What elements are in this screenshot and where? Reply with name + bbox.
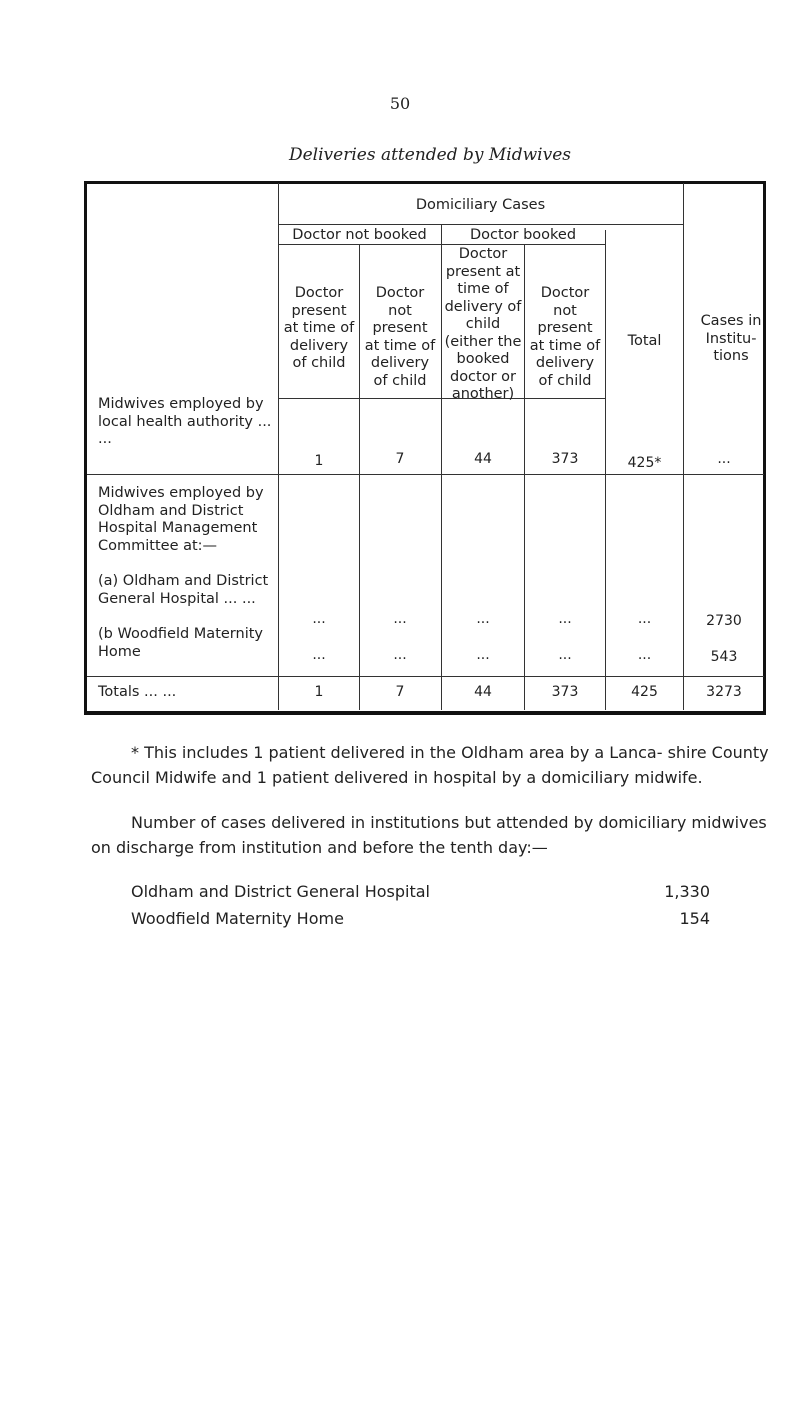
table-cell: 3273: [706, 684, 742, 700]
row-label-local-authority: Midwives employed by local health authority ... ...: [98, 396, 272, 447]
header-booked: Doctor booked: [469, 227, 577, 243]
hospital-name: Woodfield Maternity Home: [131, 909, 344, 928]
col-header-3: Doctor present at time of delivery of child (either the booked doctor or another): [444, 246, 522, 402]
row-label-totals: Totals ... ...: [98, 684, 177, 700]
table-cell: 425: [631, 684, 658, 700]
hospital-value: 154: [679, 909, 710, 928]
hospital-value: 1,330: [664, 882, 710, 901]
table-cell: 543: [710, 649, 738, 665]
row-label-hmc: Midwives employed by Oldham and District Hospital Management Committee at:—: [98, 485, 264, 554]
paragraph: Number of cases delivered in institutions but attended by domiciliary midwives on discharge from institution and before the tenth day:—: [91, 813, 767, 857]
table-cell: 7: [395, 451, 405, 467]
header-domiciliary: Domiciliary Cases: [415, 197, 546, 213]
table-cell: 425*: [627, 455, 662, 471]
header-not-booked: Doctor not booked: [292, 227, 427, 243]
table-cell: 2730: [706, 613, 742, 629]
table-cell: ...: [393, 647, 407, 663]
table-cell: ...: [558, 611, 572, 627]
table-cell: ...: [312, 611, 326, 627]
footnote: * This includes 1 patient delivered in the Oldham area by a Lanca- shire County Council Midwife and 1 patient delivered in hospital by a domiciliary midwife.: [91, 743, 769, 787]
table-cell: 7: [395, 684, 405, 700]
table-cell: ...: [393, 611, 407, 627]
col-header-2: Doctor not present at time of delivery of child: [364, 285, 436, 389]
table-cell: 1: [314, 684, 324, 700]
table-cell: 373: [551, 684, 579, 700]
table-cell: 1: [314, 453, 324, 469]
table-cell: ...: [637, 647, 652, 663]
table-cell: ...: [637, 611, 652, 627]
hospital-name: Oldham and District General Hospital: [131, 882, 430, 901]
table-cell: 373: [551, 451, 579, 467]
col-header-4: Doctor not present at time of delivery of child: [529, 285, 601, 389]
table-cell: ...: [558, 647, 572, 663]
table-cell: ...: [717, 451, 731, 467]
col-header-1: Doctor present at time of delivery of child: [283, 285, 355, 371]
table-cell: ...: [312, 647, 326, 663]
table-cell: ...: [476, 647, 490, 663]
row-label-general-hospital: (a) Oldham and District General Hospital ... ...: [98, 573, 269, 607]
row-label-woodfield: (b Woodfield Maternity Home: [98, 626, 263, 660]
col-header-6: Cases in Institu- tions: [700, 313, 762, 364]
page-number: 50: [389, 94, 411, 113]
table-cell: 44: [474, 684, 492, 700]
page-title: Deliveries attended by Midwives: [288, 145, 571, 165]
table-cell: 44: [474, 451, 492, 467]
col-header-5: Total: [627, 333, 662, 349]
table-cell: ...: [476, 611, 490, 627]
